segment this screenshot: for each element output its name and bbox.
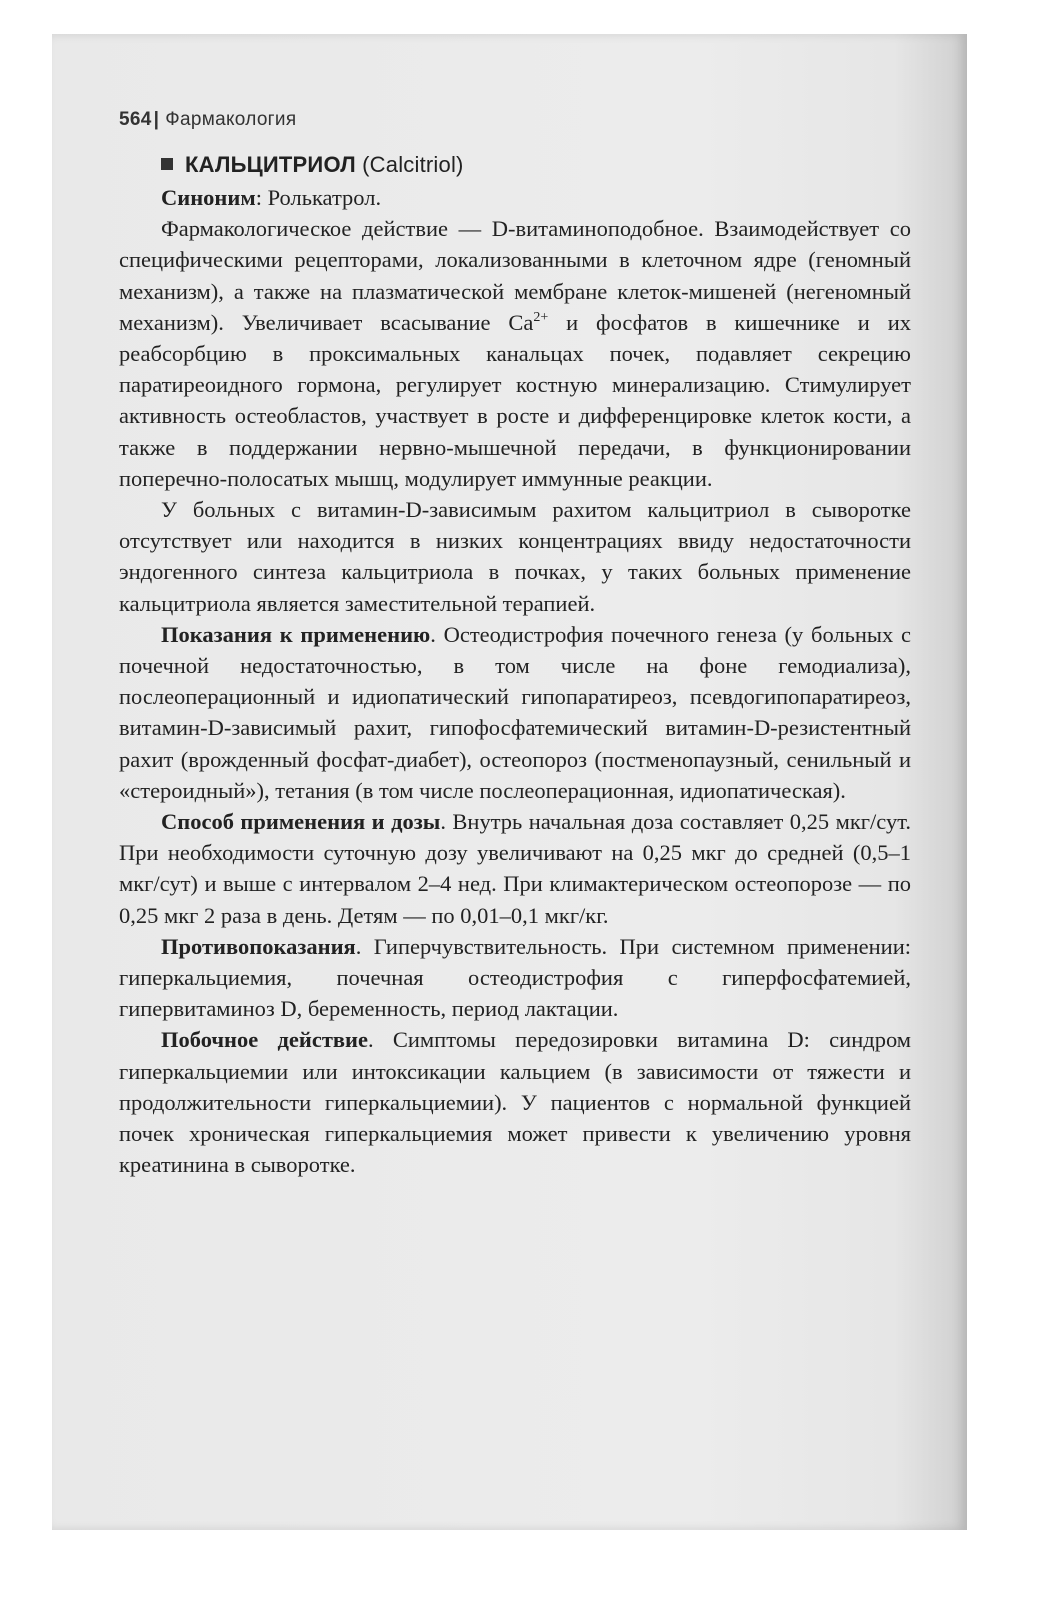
action-paragraph xyxy=(119,213,911,494)
square-bullet-icon xyxy=(161,158,173,170)
synonym-label: Синоним xyxy=(161,185,256,210)
header-separator: | xyxy=(153,109,160,130)
dosage-label: Способ применения и дозы xyxy=(161,809,441,835)
rickets-paragraph: У больных с витамин-D-зависимым рахитом кальцитриол в сыворотке отсутствует или находится в низких концентрациях ввиду недостаточности эндогенного синтеза кальцитриола в почках, у таких больных применение кальцитриола является заместительной терапией. xyxy=(119,497,911,616)
dosage-paragraph xyxy=(119,806,911,931)
side-effects-text: . Симптомы передозировки витамина D: синдром гиперкальциемии или интоксикации кальцием (в зависимости от тяжести и продолжительности гиперкальциемии). У пациентов с нормальной функцией почек хроническая гиперкальциемия может привести к увеличению уровня креатинина в сыворотке. xyxy=(119,1027,912,1178)
running-title: Фармакология xyxy=(165,109,297,130)
calcium-charge: 2+ xyxy=(533,309,549,325)
side-effects-label: Побочное действие xyxy=(161,1027,368,1053)
indications-text: . Остеодистрофия почечного генеза (у больных с почечной недостаточностью, в том числе на фоне гемодиализа), послеоперационный и идиопатический гипопаратиреоз, псевдогипопаратиреоз, витамин-D-зависимый рахит, гипофосфатемический витамин-D-резистентный рахит (врожденный фосфат-диабет), остеопороз (постменопаузный, сенильный и «стероидный»), тетания (в том числе послеоперационная, идиопатическая). xyxy=(119,621,911,803)
indications-paragraph xyxy=(119,619,911,806)
synonym-paragraph xyxy=(119,182,911,213)
contraindications-label: Противопоказания xyxy=(161,933,356,959)
page-text xyxy=(119,108,911,1181)
contraindications-text: . Гиперчувствительность. При системном применении: гиперкальциемия, почечная остеодистрофия с гиперфосфатемией, гипервитаминоз D, беременность, период лактации. xyxy=(119,933,911,1022)
drug-title xyxy=(161,150,911,180)
page-number: 564 xyxy=(119,109,152,130)
running-header xyxy=(119,108,911,132)
side-effects-paragraph xyxy=(119,1024,911,1180)
contraindications-paragraph xyxy=(119,931,911,1025)
indications-label: Показания к применению xyxy=(161,621,431,647)
drug-name-ru: КАЛЬЦИТРИОЛ xyxy=(185,152,356,177)
synonym-text: : Ролькатрол. xyxy=(255,185,382,210)
drug-name-latin: (Calcitriol) xyxy=(362,152,464,177)
dosage-text: . Внутрь начальная доза составляет 0,25 мкг/сут. При необходимости суточную дозу увеличивают на 0,25 мкг до средней (0,5–1 мкг/сут) и выше с интервалом 2–4 нед. При климактерическом остеопорозе — по 0,25 мкг 2 раза в день. Детям — по 0,01–0,1 мкг/кг. xyxy=(119,809,911,928)
action-text-before: Фармакологическое действие — D-витаминоподобное. Взаимодействует со специфическими рецепторами, локализованными в клеточном ядре (геномный механизм), а также на плазматической мембране клеток-мишеней (негеномный механизм). Увеличивает всасывание Ca xyxy=(119,216,911,335)
action-text-after: и фосфатов в кишечнике и их реабсорбцию в проксимальных канальцах почек, подавляет секрецию паратиреоидного гормона, регулирует костную минерализацию. Стимулирует активность остеобластов, участвует в росте и дифференцировке клеток кости, а также в поддержании нервно-мышечной передачи, в функционировании поперечно-полосатых мышц, модулирует иммунные реакции. xyxy=(119,309,911,491)
